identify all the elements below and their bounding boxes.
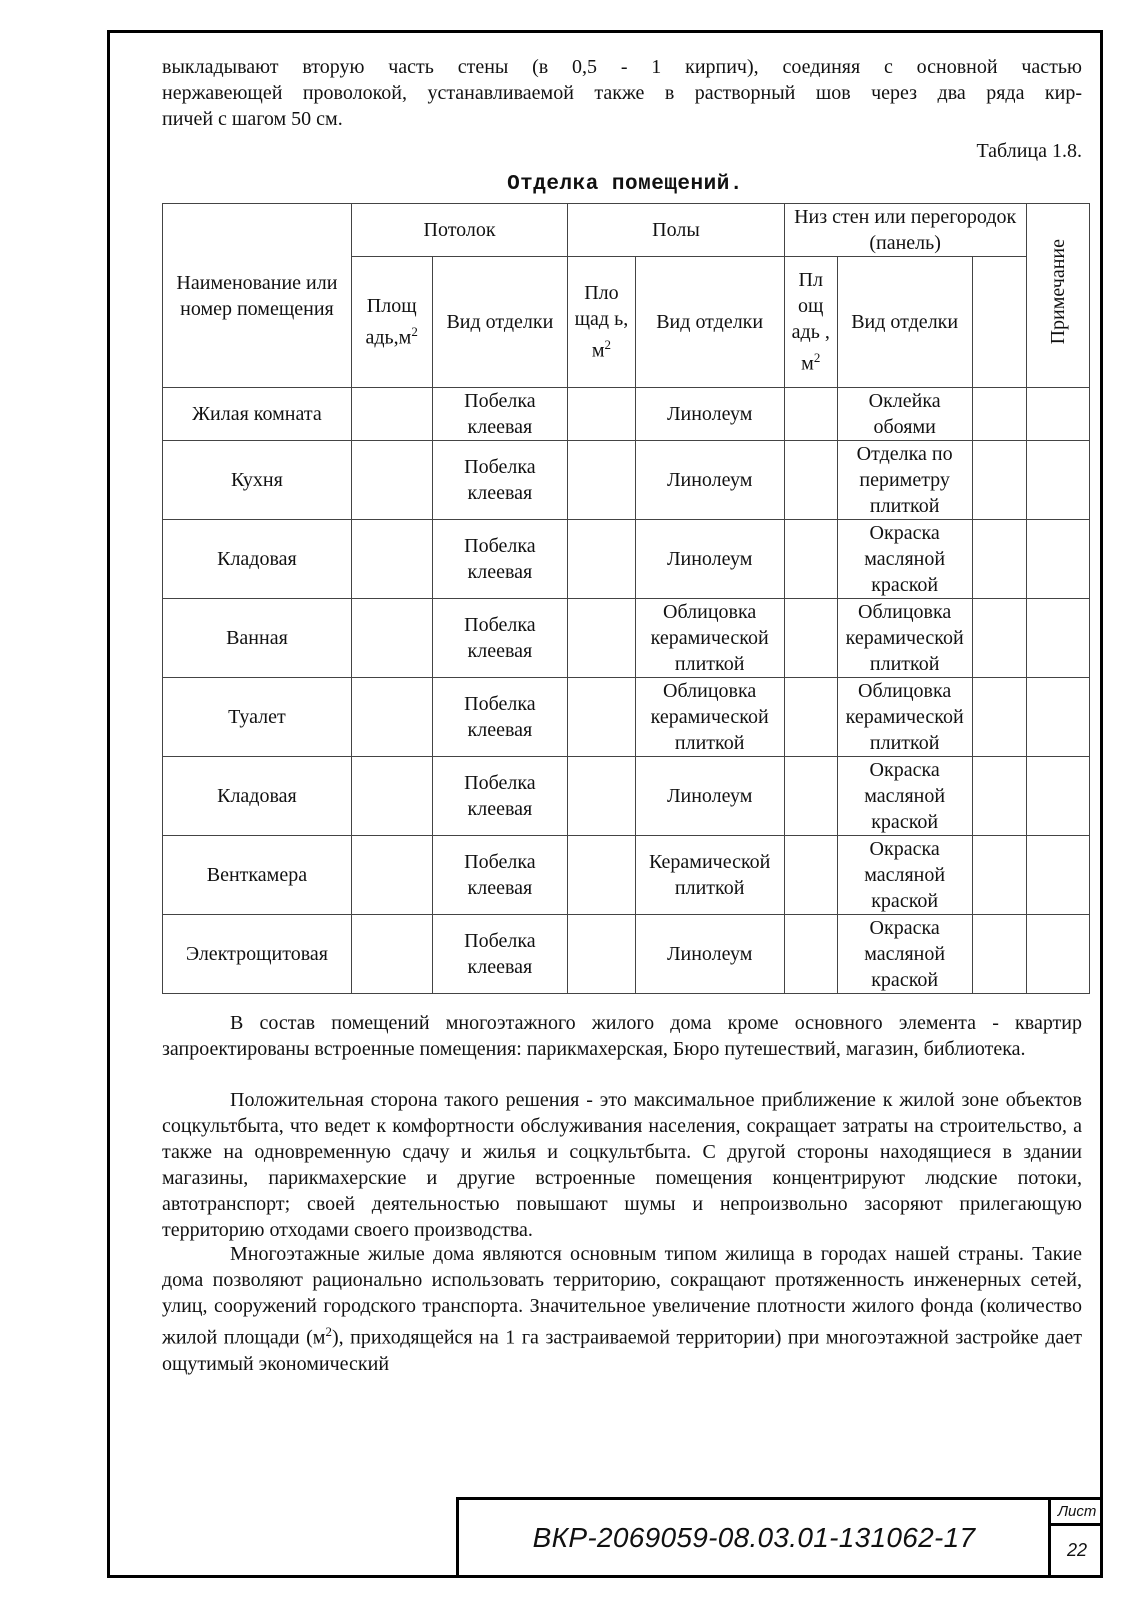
row-floor-finish-cell: Облицовка керамической плиткой [635, 678, 784, 757]
row-area-floor-cell [568, 599, 635, 678]
title-block [456, 1497, 1103, 1578]
table-row [163, 836, 1090, 915]
row-area-floor-cell [568, 388, 635, 441]
table-label: Таблица 1.8. [976, 140, 1082, 162]
row-walls-extra-cell [972, 388, 1026, 441]
row-area-floor-cell [568, 836, 635, 915]
row-area-walls-cell [784, 915, 837, 994]
row-walls-extra-cell [972, 441, 1026, 520]
row-walls-extra-cell [972, 599, 1026, 678]
table-body [163, 388, 1090, 994]
row-ceiling-finish-cell: Побелка клеевая [432, 441, 568, 520]
row-name-cell: Туалет [163, 678, 352, 757]
table-row [163, 678, 1090, 757]
area-ceiling-text: Площ адь,м [365, 295, 417, 349]
area-floor-text: Пло щад ь, м [574, 282, 629, 362]
row-area-ceiling-cell [351, 441, 432, 520]
row-ceiling-finish-cell: Побелка клеевая [432, 599, 568, 678]
sheet-label: Лист [1051, 1500, 1103, 1526]
row-walls-finish-cell: Окраска масляной краской [837, 757, 972, 836]
header-name: Наименование или номер помещения [163, 204, 352, 388]
row-note-cell [1026, 836, 1089, 915]
row-ceiling-finish-cell: Побелка клеевая [432, 915, 568, 994]
header-walls: Низ стен или перегородок (панель) [784, 204, 1026, 257]
row-walls-finish-cell: Оклейка обоями [837, 388, 972, 441]
row-walls-extra-cell [972, 836, 1026, 915]
finishing-table [162, 203, 1090, 994]
row-area-floor-cell [568, 441, 635, 520]
row-floor-finish-cell: Керамической плиткой [635, 836, 784, 915]
intro-line-3: пичей с шагом 50 см. [162, 108, 343, 130]
row-name-cell: Венткамера [163, 836, 352, 915]
document-code: ВКР-2069059-08.03.01-131062-17 [532, 1522, 976, 1553]
row-area-ceiling-cell [351, 678, 432, 757]
row-floor-finish-cell: Облицовка керамической плиткой [635, 599, 784, 678]
intro-line-2: нержавеющей проволокой, устанавливаемой также в растворный шов через два ряда кир- [162, 82, 1082, 104]
row-area-ceiling-cell [351, 836, 432, 915]
row-ceiling-finish-cell: Побелка клеевая [432, 678, 568, 757]
row-name-cell: Кладовая [163, 520, 352, 599]
paragraph-1: В состав помещений многоэтажного жилого дома кроме основного элемента - квартир запроектированы встроенные помещения: парикмахерская, Бюро путешествий, магазин, библиотека. [162, 1012, 1082, 1060]
row-area-floor-cell [568, 757, 635, 836]
row-floor-finish-cell: Линолеум [635, 441, 784, 520]
paragraph-3-part-b: ), приходящейся на 1 га застраиваемой территории) при многоэтажной застройке дает ощутимый экономический [162, 1326, 1082, 1375]
table-title: Отделка помещений. [507, 173, 743, 196]
row-area-ceiling-cell [351, 915, 432, 994]
row-ceiling-finish-cell: Побелка клеевая [432, 757, 568, 836]
area-walls-sup: 2 [813, 350, 821, 366]
row-walls-extra-cell [972, 915, 1026, 994]
paragraph-2: Положительная сторона такого решения - это максимальное приближение к жилой зоне объектов соцкультбыта, что ведет к комфортности обслуживания населения, сокращает затраты на строительство, а также на одновременную сдачу и жилья и соцкультбыта. С другой стороны находящиеся в здании магазины, парикмахерские и другие встроенные помещения концентрируют людские потоки, автотранспорт; своей деятельностью повышают шумы и непроизвольно засоряют прилегающую территорию отходами своего производства. [162, 1089, 1082, 1241]
row-note-cell [1026, 678, 1089, 757]
row-area-ceiling-cell [351, 599, 432, 678]
row-note-cell [1026, 915, 1089, 994]
paragraph-3-sup: 2 [325, 1324, 332, 1339]
row-note-cell [1026, 441, 1089, 520]
row-note-cell [1026, 599, 1089, 678]
intro-paragraph [162, 54, 1082, 132]
row-walls-finish-cell: Окраска масляной краской [837, 915, 972, 994]
area-ceiling-sup: 2 [411, 324, 418, 340]
row-area-ceiling-cell [351, 757, 432, 836]
header-ceiling: Потолок [351, 204, 567, 257]
intro-line-1: выкладывают вторую часть стены (в 0,5 - 1 кирпич), соединяя с основной частью [162, 56, 1082, 78]
row-floor-finish-cell: Линолеум [635, 520, 784, 599]
table-row [163, 520, 1090, 599]
row-walls-extra-cell [972, 757, 1026, 836]
header-floors: Полы [568, 204, 784, 257]
header-area-walls [784, 257, 837, 388]
area-floor-sup: 2 [604, 337, 612, 353]
paragraph-3-part-a: Многоэтажные жилые дома являются основным типом жилища в городах нашей страны. Такие дома позволяют рационально использовать территорию, сокращают протяженность инженерных сетей, улиц, сооружений городского транспорта. Значительное увеличение плотности жилого фонда (количество жилой площади (м [162, 1243, 1082, 1349]
row-area-floor-cell [568, 915, 635, 994]
sheet-box [1048, 1500, 1103, 1578]
row-floor-finish-cell: Линолеум [635, 915, 784, 994]
row-ceiling-finish-cell: Побелка клеевая [432, 520, 568, 599]
row-ceiling-finish-cell: Побелка клеевая [432, 388, 568, 441]
row-name-cell: Кладовая [163, 757, 352, 836]
row-area-walls-cell [784, 836, 837, 915]
header-area-ceiling [351, 257, 432, 388]
header-finish-ceiling: Вид отделки [432, 257, 568, 388]
sheet-number: 22 [1066, 1540, 1088, 1560]
row-walls-finish-cell: Отделка по периметру плиткой [837, 441, 972, 520]
paragraph-3 [162, 1241, 1082, 1377]
header-walls-extra [972, 257, 1026, 388]
row-walls-finish-cell: Окраска масляной краской [837, 836, 972, 915]
table-row [163, 388, 1090, 441]
row-note-cell [1026, 388, 1089, 441]
row-ceiling-finish-cell: Побелка клеевая [432, 836, 568, 915]
row-name-cell: Кухня [163, 441, 352, 520]
row-name-cell: Электрощитовая [163, 915, 352, 994]
row-walls-extra-cell [972, 520, 1026, 599]
row-walls-finish-cell: Облицовка керамической плиткой [837, 599, 972, 678]
table-row [163, 441, 1090, 520]
table-row [163, 915, 1090, 994]
row-note-cell [1026, 520, 1089, 599]
row-walls-finish-cell: Окраска масляной краской [837, 520, 972, 599]
row-area-walls-cell [784, 441, 837, 520]
header-finish-walls: Вид отделки [837, 257, 972, 388]
area-walls-text: Пл ощ адь , м [791, 269, 830, 375]
row-area-ceiling-cell [351, 388, 432, 441]
header-note [1026, 204, 1089, 388]
row-area-walls-cell [784, 520, 837, 599]
row-floor-finish-cell: Линолеум [635, 757, 784, 836]
row-area-floor-cell [568, 678, 635, 757]
row-floor-finish-cell: Линолеум [635, 388, 784, 441]
header-note-text: Примечание [1046, 239, 1069, 345]
table-row [163, 599, 1090, 678]
row-area-walls-cell [784, 757, 837, 836]
row-area-walls-cell [784, 599, 837, 678]
row-walls-finish-cell: Облицовка керамической плиткой [837, 678, 972, 757]
row-name-cell: Ванная [163, 599, 352, 678]
header-area-floor [568, 257, 635, 388]
row-walls-extra-cell [972, 678, 1026, 757]
row-name-cell: Жилая комната [163, 388, 352, 441]
row-area-walls-cell [784, 388, 837, 441]
header-finish-floor: Вид отделки [635, 257, 784, 388]
row-note-cell [1026, 757, 1089, 836]
row-area-ceiling-cell [351, 520, 432, 599]
row-area-walls-cell [784, 678, 837, 757]
table-row [163, 757, 1090, 836]
row-area-floor-cell [568, 520, 635, 599]
